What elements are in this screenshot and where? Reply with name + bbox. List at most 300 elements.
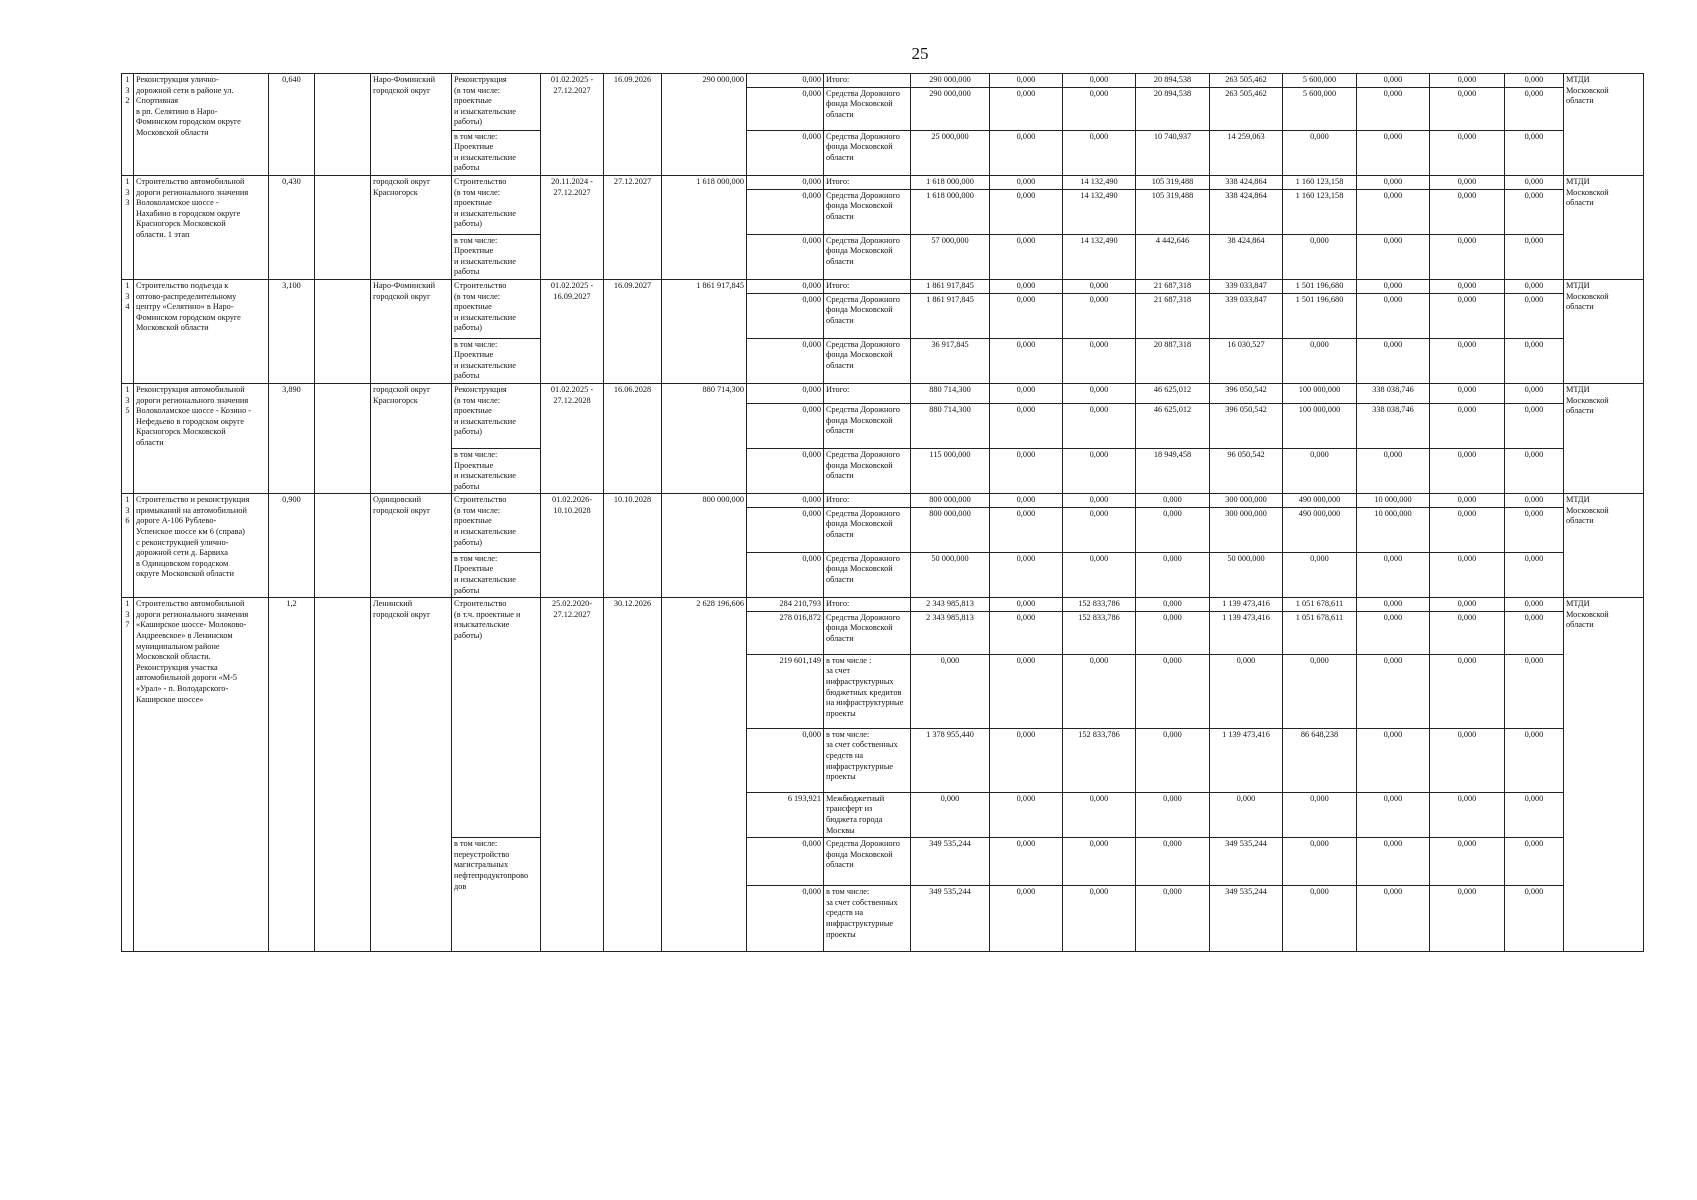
amount-cell: 0,000 <box>1357 792 1430 837</box>
territory: городской округ Красногорск <box>371 175 452 279</box>
amount-cell: 0,000 <box>1283 338 1357 383</box>
amount-cell: 0,000 <box>1505 383 1564 403</box>
work-dates: 25.02.2020- 27.12.2027 <box>541 598 604 952</box>
amount-cell: 0,000 <box>990 494 1063 508</box>
funding-source: Итого: <box>824 175 911 189</box>
amount-cell: 0,000 <box>1136 507 1210 552</box>
amount-cell: 0,000 <box>1430 654 1505 728</box>
amount-cell: 880 714,300 <box>911 383 990 403</box>
empty-cell <box>315 74 371 176</box>
amount-cell: 5 600,000 <box>1283 74 1357 88</box>
amount-cell: 0,000 <box>1063 338 1136 383</box>
amount-cell: 0,000 <box>1210 654 1283 728</box>
amount-cell: 1 861 917,845 <box>911 279 990 293</box>
funding-source: Средства Дорожного фонда Московской области <box>824 552 911 597</box>
amount-cell: 0,000 <box>1136 838 1210 886</box>
amount-cell: 290 000,000 <box>911 74 990 88</box>
territory: Наро-Фоминский городской округ <box>371 74 452 176</box>
amount-cell: 0,000 <box>1357 293 1430 338</box>
amount-cell: 115 000,000 <box>911 448 990 493</box>
amount-cell: 57 000,000 <box>911 234 990 279</box>
funding-source: Средства Дорожного фонда Московской области <box>824 838 911 886</box>
amount-cell: 0,000 <box>1136 598 1210 612</box>
work-type: Строительство (в том числе: проектные и изыскательские работы) <box>452 175 541 234</box>
amount-cell: 0,000 <box>990 189 1063 234</box>
amount-cell: 339 033,847 <box>1210 279 1283 293</box>
amount-cell: 38 424,864 <box>1210 234 1283 279</box>
amount-cell: 300 000,000 <box>1210 507 1283 552</box>
amount-cell: 10 000,000 <box>1357 494 1430 508</box>
amount-cell: 0,000 <box>990 654 1063 728</box>
territory: Наро-Фоминский городской округ <box>371 279 452 383</box>
amount-cell: 46 625,012 <box>1136 383 1210 403</box>
funding-source: Итого: <box>824 383 911 403</box>
amount-cell: 0,000 <box>1430 403 1505 448</box>
amount-cell: 0,000 <box>1430 886 1505 952</box>
amount-cell: 0,000 <box>1136 494 1210 508</box>
funding-source: Итого: <box>824 598 911 612</box>
amount-cell: 338 424,864 <box>1210 189 1283 234</box>
amount-cell: 338 038,746 <box>1357 403 1430 448</box>
work-dates: 01.02.2025 - 27.12.2028 <box>541 383 604 493</box>
territory: городской округ Красногорск <box>371 383 452 493</box>
amount-cell: 0,000 <box>1063 494 1136 508</box>
amount-cell: 10 740,937 <box>1136 130 1210 175</box>
amount-cell: 0,000 <box>990 552 1063 597</box>
work-type: в том числе: Проектные и изыскательские работы <box>452 448 541 493</box>
amount-cell: 396 050,542 <box>1210 383 1283 403</box>
budget-table-container <box>121 73 1644 952</box>
funding-source: Средства Дорожного фонда Московской области <box>824 338 911 383</box>
amount-cell: 2 343 985,813 <box>911 611 990 654</box>
funding-source: Средства Дорожного фонда Московской области <box>824 87 911 130</box>
amount-cell: 0,000 <box>1505 448 1564 493</box>
responsible-body: МТДИ Московской области <box>1564 74 1644 176</box>
funding-source: Средства Дорожного фонда Московской области <box>824 189 911 234</box>
amount-cell: 0,000 <box>1505 494 1564 508</box>
estimated-cost: 2 628 196,606 <box>662 598 747 952</box>
amount-cell: 300 000,000 <box>1210 494 1283 508</box>
prior-financing: 0,000 <box>747 886 824 952</box>
amount-cell: 0,000 <box>1430 189 1505 234</box>
amount-cell: 0,000 <box>1357 338 1430 383</box>
amount-cell: 0,000 <box>990 507 1063 552</box>
row-number: 137 <box>122 598 134 952</box>
amount-cell: 0,000 <box>1357 189 1430 234</box>
table-row <box>122 598 1644 612</box>
amount-cell: 86 648,238 <box>1283 728 1357 792</box>
amount-cell: 0,000 <box>1136 611 1210 654</box>
amount-cell: 0,000 <box>1505 338 1564 383</box>
amount-cell: 0,000 <box>1283 130 1357 175</box>
amount-cell: 0,000 <box>990 886 1063 952</box>
work-type: Строительство (в том числе: проектные и изыскательские работы) <box>452 494 541 553</box>
amount-cell: 0,000 <box>1430 175 1505 189</box>
amount-cell: 0,000 <box>1505 87 1564 130</box>
amount-cell: 0,000 <box>1430 792 1505 837</box>
object-length: 0,900 <box>269 494 315 598</box>
amount-cell: 0,000 <box>1283 552 1357 597</box>
amount-cell: 0,000 <box>1063 383 1136 403</box>
prior-financing: 0,000 <box>747 507 824 552</box>
prior-financing: 0,000 <box>747 279 824 293</box>
amount-cell: 349 535,244 <box>1210 886 1283 952</box>
amount-cell: 152 833,786 <box>1063 611 1136 654</box>
work-dates: 01.02.2025 - 27.12.2027 <box>541 74 604 176</box>
amount-cell: 0,000 <box>1430 838 1505 886</box>
funding-source: Средства Дорожного фонда Московской области <box>824 507 911 552</box>
funding-source: Средства Дорожного фонда Московской области <box>824 293 911 338</box>
work-type: Реконструкция (в том числе: проектные и изыскательские работы) <box>452 383 541 448</box>
prior-financing: 0,000 <box>747 552 824 597</box>
amount-cell: 800 000,000 <box>911 507 990 552</box>
table-row <box>122 383 1644 403</box>
estimated-cost: 880 714,300 <box>662 383 747 493</box>
amount-cell: 1 618 000,000 <box>911 175 990 189</box>
amount-cell: 0,000 <box>1430 130 1505 175</box>
estimated-cost: 1 861 917,845 <box>662 279 747 383</box>
amount-cell: 46 625,012 <box>1136 403 1210 448</box>
amount-cell: 16 030,527 <box>1210 338 1283 383</box>
amount-cell: 1 139 473,416 <box>1210 598 1283 612</box>
amount-cell: 105 319,488 <box>1136 175 1210 189</box>
prior-financing: 0,000 <box>747 338 824 383</box>
funding-source: в том числе : за счет инфраструктурных бюджетных кредитов на инфраструктурные проекты <box>824 654 911 728</box>
amount-cell: 0,000 <box>1063 279 1136 293</box>
amount-cell: 0,000 <box>1505 175 1564 189</box>
object-length: 1,2 <box>269 598 315 952</box>
amount-cell: 1 051 678,611 <box>1283 611 1357 654</box>
territory: Одинцовский городской округ <box>371 494 452 598</box>
amount-cell: 0,000 <box>1136 886 1210 952</box>
amount-cell: 0,000 <box>1357 886 1430 952</box>
amount-cell: 880 714,300 <box>911 403 990 448</box>
amount-cell: 0,000 <box>1063 838 1136 886</box>
amount-cell: 490 000,000 <box>1283 507 1357 552</box>
amount-cell: 0,000 <box>1063 130 1136 175</box>
funding-source: в том числе: за счет собственных средств на инфраструктурные проекты <box>824 728 911 792</box>
empty-cell <box>315 598 371 952</box>
work-type: Реконструкция (в том числе: проектные и изыскательские работы) <box>452 74 541 131</box>
amount-cell: 0,000 <box>1430 279 1505 293</box>
funding-source: в том числе: за счет собственных средств на инфраструктурные проекты <box>824 886 911 952</box>
amount-cell: 338 424,864 <box>1210 175 1283 189</box>
responsible-body: МТДИ Московской области <box>1564 598 1644 952</box>
amount-cell: 0,000 <box>1430 87 1505 130</box>
amount-cell: 490 000,000 <box>1283 494 1357 508</box>
funding-source: Средства Дорожного фонда Московской области <box>824 448 911 493</box>
amount-cell: 0,000 <box>1063 448 1136 493</box>
object-length: 0,640 <box>269 74 315 176</box>
prior-financing: 0,000 <box>747 838 824 886</box>
prior-financing: 0,000 <box>747 130 824 175</box>
page-number: 25 <box>911 44 929 63</box>
table-row <box>122 279 1644 293</box>
table-row <box>122 494 1644 508</box>
responsible-body: МТДИ Московской области <box>1564 279 1644 383</box>
amount-cell: 0,000 <box>1136 792 1210 837</box>
amount-cell: 0,000 <box>1430 293 1505 338</box>
amount-cell: 14 132,490 <box>1063 189 1136 234</box>
object-name: Строительство и реконструкция примыканий на автомобильной дороге А-106 Рублево- Успенское шоссе км 6 (справа) с реконструкцией улично- дорожной сети д. Барвиха в Одинцовском городском округе Московской области <box>134 494 269 598</box>
amount-cell: 5 600,000 <box>1283 87 1357 130</box>
amount-cell: 50 000,000 <box>911 552 990 597</box>
funding-source: Средства Дорожного фонда Московской области <box>824 234 911 279</box>
responsible-body: МТДИ Московской области <box>1564 175 1644 279</box>
amount-cell: 0,000 <box>990 279 1063 293</box>
amount-cell: 396 050,542 <box>1210 403 1283 448</box>
prior-financing: 0,000 <box>747 189 824 234</box>
amount-cell: 50 000,000 <box>1210 552 1283 597</box>
empty-cell <box>315 494 371 598</box>
row-number: 135 <box>122 383 134 493</box>
amount-cell: 0,000 <box>990 338 1063 383</box>
amount-cell: 290 000,000 <box>911 87 990 130</box>
estimated-cost: 1 618 000,000 <box>662 175 747 279</box>
object-name: Строительство автомобильной дороги регионального значения «Каширское шоссе- Молоково- Андреевское» в Ленинском муниципальном районе Московской области. Реконструкция участка автомобильной дороги «М-5 «Урал» - п. Володарского- Каширское шоссе» <box>134 598 269 952</box>
amount-cell: 0,000 <box>1430 338 1505 383</box>
work-type: в том числе: Проектные и изыскательские работы <box>452 338 541 383</box>
amount-cell: 0,000 <box>1063 507 1136 552</box>
amount-cell: 14 259,063 <box>1210 130 1283 175</box>
amount-cell: 0,000 <box>990 838 1063 886</box>
table-row <box>122 74 1644 88</box>
amount-cell: 0,000 <box>1063 552 1136 597</box>
object-name: Строительство подъезда к оптово-распределительному центру «Селятино» в Наро- Фоминском городском округе Московской области <box>134 279 269 383</box>
commission-date: 10.10.2028 <box>604 494 662 598</box>
amount-cell: 0,000 <box>1505 403 1564 448</box>
territory: Ленинский городской округ <box>371 598 452 952</box>
amount-cell: 20 894,538 <box>1136 74 1210 88</box>
amount-cell: 0,000 <box>1505 886 1564 952</box>
work-type: в том числе: переустройство магистральных нефтепродуктопрово дов <box>452 838 541 952</box>
budget-table <box>121 73 1644 952</box>
amount-cell: 0,000 <box>1505 728 1564 792</box>
prior-financing: 0,000 <box>747 494 824 508</box>
funding-source: Итого: <box>824 74 911 88</box>
amount-cell: 0,000 <box>1430 494 1505 508</box>
object-length: 3,890 <box>269 383 315 493</box>
amount-cell: 21 687,318 <box>1136 293 1210 338</box>
amount-cell: 14 132,490 <box>1063 234 1136 279</box>
amount-cell: 0,000 <box>1505 189 1564 234</box>
amount-cell: 0,000 <box>990 611 1063 654</box>
amount-cell: 0,000 <box>1283 654 1357 728</box>
empty-cell <box>315 175 371 279</box>
amount-cell: 152 833,786 <box>1063 598 1136 612</box>
amount-cell: 1 861 917,845 <box>911 293 990 338</box>
commission-date: 27.12.2027 <box>604 175 662 279</box>
amount-cell: 800 000,000 <box>911 494 990 508</box>
amount-cell: 4 442,646 <box>1136 234 1210 279</box>
commission-date: 16.06.2028 <box>604 383 662 493</box>
amount-cell: 263 505,462 <box>1210 74 1283 88</box>
amount-cell: 36 917,845 <box>911 338 990 383</box>
work-type: в том числе: Проектные и изыскательские работы <box>452 552 541 597</box>
amount-cell: 0,000 <box>1357 838 1430 886</box>
amount-cell: 2 343 985,813 <box>911 598 990 612</box>
object-length: 3,100 <box>269 279 315 383</box>
amount-cell: 1 139 473,416 <box>1210 611 1283 654</box>
funding-source: Итого: <box>824 279 911 293</box>
amount-cell: 20 887,318 <box>1136 338 1210 383</box>
amount-cell: 0,000 <box>1136 728 1210 792</box>
estimated-cost: 290 000,000 <box>662 74 747 176</box>
amount-cell: 1 051 678,611 <box>1283 598 1357 612</box>
amount-cell: 0,000 <box>911 654 990 728</box>
row-number: 133 <box>122 175 134 279</box>
amount-cell: 349 535,244 <box>911 838 990 886</box>
amount-cell: 0,000 <box>1063 87 1136 130</box>
amount-cell: 0,000 <box>1063 74 1136 88</box>
amount-cell: 152 833,786 <box>1063 728 1136 792</box>
work-dates: 20.11.2024 - 27.12.2027 <box>541 175 604 279</box>
funding-source: Средства Дорожного фонда Московской области <box>824 611 911 654</box>
amount-cell: 0,000 <box>1210 792 1283 837</box>
amount-cell: 0,000 <box>990 175 1063 189</box>
amount-cell: 338 038,746 <box>1357 383 1430 403</box>
amount-cell: 0,000 <box>1505 279 1564 293</box>
amount-cell: 0,000 <box>1357 234 1430 279</box>
amount-cell: 0,000 <box>990 130 1063 175</box>
amount-cell: 100 000,000 <box>1283 383 1357 403</box>
amount-cell: 263 505,462 <box>1210 87 1283 130</box>
amount-cell: 0,000 <box>1063 403 1136 448</box>
prior-financing: 0,000 <box>747 87 824 130</box>
work-type: в том числе: Проектные и изыскательские работы <box>452 130 541 175</box>
amount-cell: 0,000 <box>1505 611 1564 654</box>
prior-financing: 219 601,149 <box>747 654 824 728</box>
amount-cell: 14 132,490 <box>1063 175 1136 189</box>
amount-cell: 0,000 <box>1357 87 1430 130</box>
amount-cell: 0,000 <box>990 598 1063 612</box>
amount-cell: 105 319,488 <box>1136 189 1210 234</box>
amount-cell: 0,000 <box>911 792 990 837</box>
amount-cell: 349 535,244 <box>911 886 990 952</box>
amount-cell: 0,000 <box>1505 552 1564 597</box>
amount-cell: 0,000 <box>1430 74 1505 88</box>
prior-financing: 0,000 <box>747 728 824 792</box>
funding-source: Средства Дорожного фонда Московской области <box>824 130 911 175</box>
amount-cell: 1 160 123,158 <box>1283 189 1357 234</box>
funding-source: Итого: <box>824 494 911 508</box>
prior-financing: 278 016,872 <box>747 611 824 654</box>
commission-date: 16.09.2027 <box>604 279 662 383</box>
amount-cell: 0,000 <box>990 448 1063 493</box>
empty-cell <box>315 279 371 383</box>
amount-cell: 1 618 000,000 <box>911 189 990 234</box>
commission-date: 30.12.2026 <box>604 598 662 952</box>
commission-date: 16.09.2026 <box>604 74 662 176</box>
work-type: Строительство (в том числе: проектные и изыскательские работы) <box>452 279 541 338</box>
amount-cell: 0,000 <box>990 792 1063 837</box>
amount-cell: 0,000 <box>1283 838 1357 886</box>
amount-cell: 0,000 <box>990 87 1063 130</box>
amount-cell: 0,000 <box>1136 552 1210 597</box>
amount-cell: 0,000 <box>1283 792 1357 837</box>
amount-cell: 0,000 <box>990 383 1063 403</box>
amount-cell: 0,000 <box>1505 654 1564 728</box>
amount-cell: 0,000 <box>1505 74 1564 88</box>
amount-cell: 1 378 955,440 <box>911 728 990 792</box>
amount-cell: 0,000 <box>1430 611 1505 654</box>
prior-financing: 0,000 <box>747 293 824 338</box>
responsible-body: МТДИ Московской области <box>1564 494 1644 598</box>
amount-cell: 0,000 <box>1505 234 1564 279</box>
amount-cell: 0,000 <box>1357 279 1430 293</box>
amount-cell: 0,000 <box>1505 293 1564 338</box>
amount-cell: 0,000 <box>990 234 1063 279</box>
table-row <box>122 175 1644 189</box>
amount-cell: 0,000 <box>1357 611 1430 654</box>
object-length: 0,430 <box>269 175 315 279</box>
amount-cell: 0,000 <box>990 293 1063 338</box>
amount-cell: 0,000 <box>1063 654 1136 728</box>
amount-cell: 0,000 <box>1357 654 1430 728</box>
object-name: Реконструкция автомобильной дороги регионального значения Волоколамское шоссе - Козино - Нефедьево в городском округе Красногорск Московской области <box>134 383 269 493</box>
estimated-cost: 800 000,000 <box>662 494 747 598</box>
amount-cell: 0,000 <box>1063 886 1136 952</box>
amount-cell: 0,000 <box>1430 448 1505 493</box>
amount-cell: 1 501 196,680 <box>1283 279 1357 293</box>
amount-cell: 0,000 <box>1357 728 1430 792</box>
amount-cell: 0,000 <box>1430 234 1505 279</box>
work-type: Строительство (в т.ч. проектные и изыскательские работы) <box>452 598 541 838</box>
object-name: Реконструкция улично- дорожной сети в районе ул. Спортивная в рп. Селятино в Наро- Фоминском городском округе Московской области <box>134 74 269 176</box>
amount-cell: 0,000 <box>1357 448 1430 493</box>
prior-financing: 284 210,793 <box>747 598 824 612</box>
row-number: 134 <box>122 279 134 383</box>
amount-cell: 0,000 <box>1505 598 1564 612</box>
work-dates: 01.02.2025 - 16.09.2027 <box>541 279 604 383</box>
amount-cell: 21 687,318 <box>1136 279 1210 293</box>
amount-cell: 0,000 <box>1357 130 1430 175</box>
amount-cell: 0,000 <box>1505 792 1564 837</box>
amount-cell: 0,000 <box>1505 838 1564 886</box>
work-dates: 01.02.2026- 10.10.2028 <box>541 494 604 598</box>
work-type: в том числе: Проектные и изыскательские работы <box>452 234 541 279</box>
prior-financing: 0,000 <box>747 383 824 403</box>
amount-cell: 10 000,000 <box>1357 507 1430 552</box>
amount-cell: 0,000 <box>1430 507 1505 552</box>
amount-cell: 0,000 <box>990 403 1063 448</box>
prior-financing: 0,000 <box>747 175 824 189</box>
amount-cell: 0,000 <box>1136 654 1210 728</box>
amount-cell: 20 894,538 <box>1136 87 1210 130</box>
prior-financing: 0,000 <box>747 403 824 448</box>
amount-cell: 0,000 <box>1357 598 1430 612</box>
prior-financing: 0,000 <box>747 74 824 88</box>
amount-cell: 0,000 <box>1063 792 1136 837</box>
amount-cell: 0,000 <box>990 74 1063 88</box>
prior-financing: 6 193,921 <box>747 792 824 837</box>
amount-cell: 25 000,000 <box>911 130 990 175</box>
amount-cell: 0,000 <box>1357 552 1430 597</box>
prior-financing: 0,000 <box>747 448 824 493</box>
amount-cell: 349 535,244 <box>1210 838 1283 886</box>
funding-source: Средства Дорожного фонда Московской области <box>824 403 911 448</box>
empty-cell <box>315 383 371 493</box>
amount-cell: 1 501 196,680 <box>1283 293 1357 338</box>
amount-cell: 18 949,458 <box>1136 448 1210 493</box>
amount-cell: 0,000 <box>1357 175 1430 189</box>
amount-cell: 1 160 123,158 <box>1283 175 1357 189</box>
amount-cell: 0,000 <box>1430 383 1505 403</box>
amount-cell: 0,000 <box>1430 728 1505 792</box>
amount-cell: 96 050,542 <box>1210 448 1283 493</box>
amount-cell: 0,000 <box>990 728 1063 792</box>
amount-cell: 0,000 <box>1283 886 1357 952</box>
